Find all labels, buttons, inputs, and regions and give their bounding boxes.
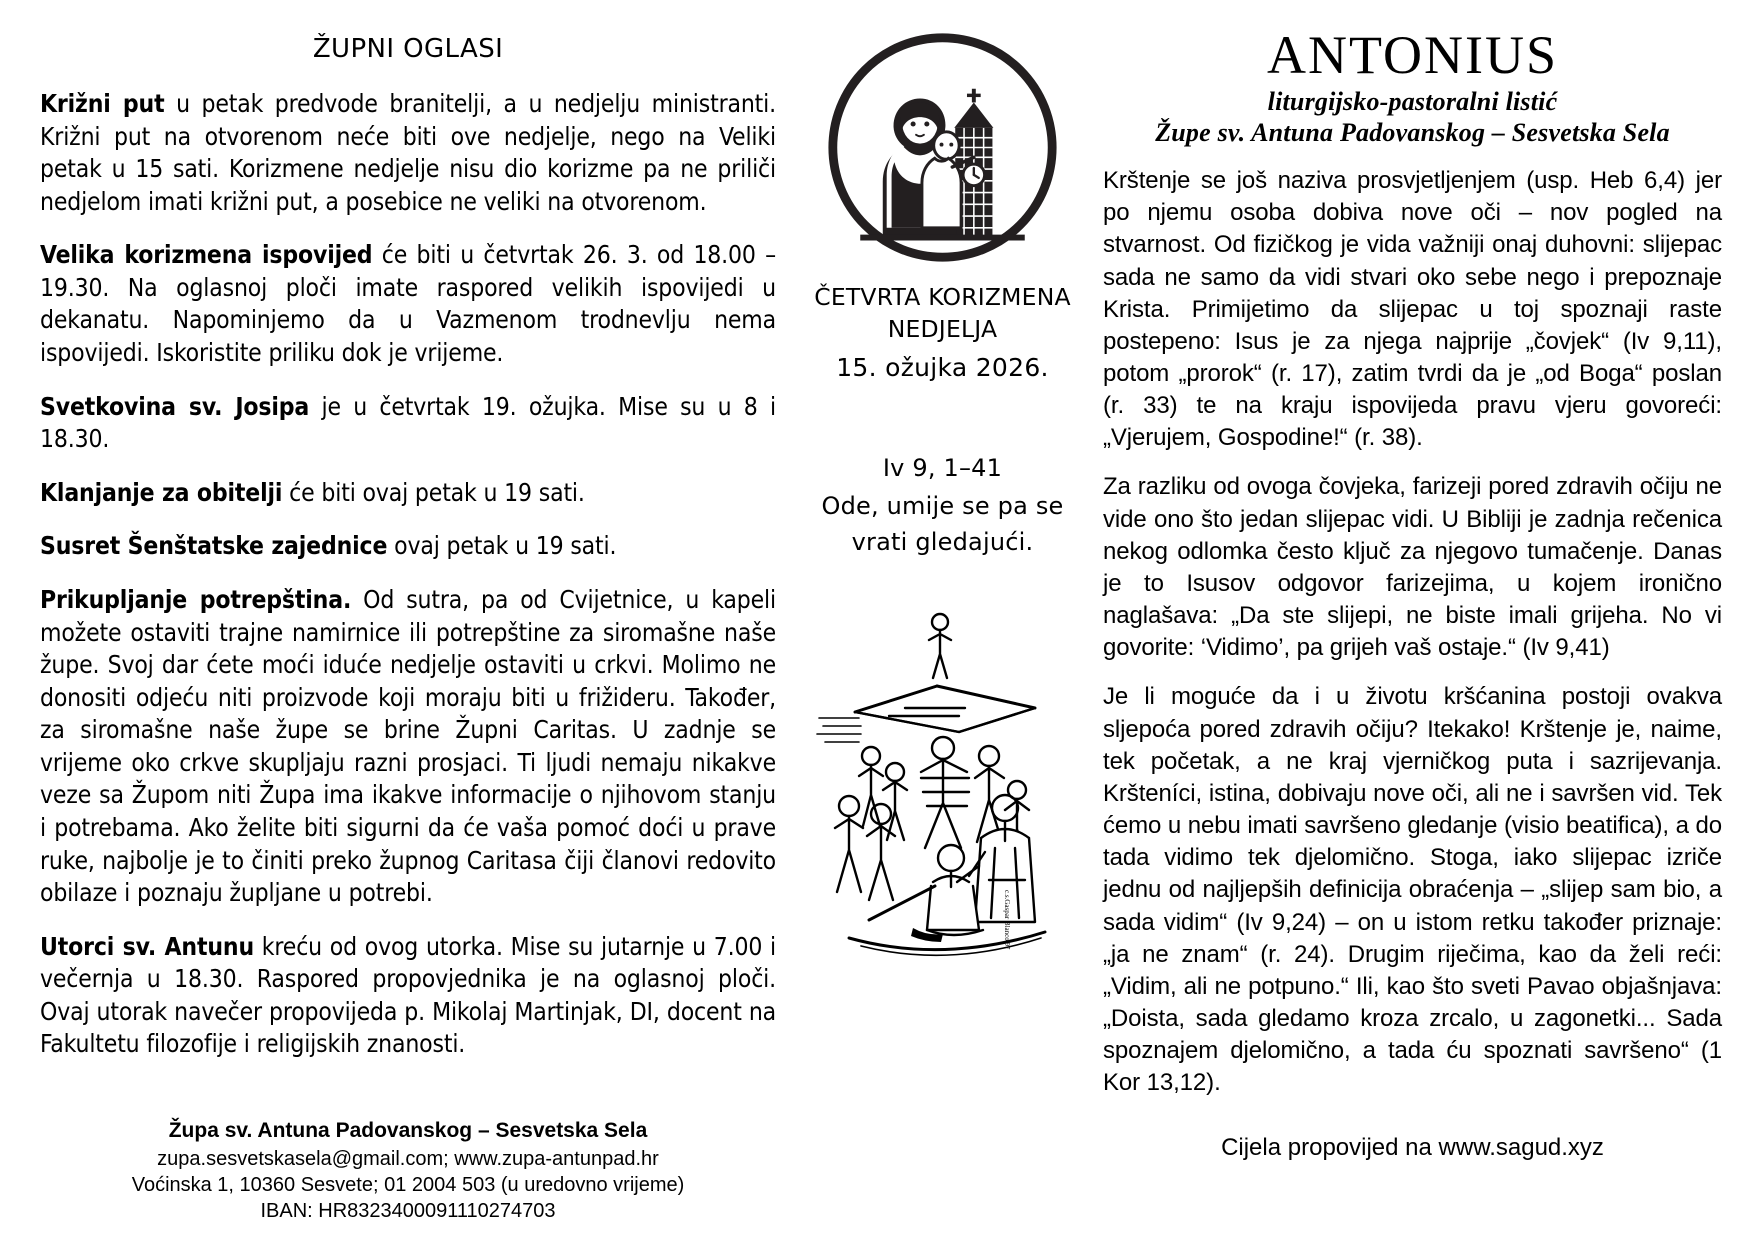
center-column <box>800 0 1085 1240</box>
homily-column <box>1085 0 1754 1240</box>
announcement-lead: Križni put <box>40 89 165 118</box>
announcements-column <box>0 0 800 1240</box>
announcement-lead: Svetkovina sv. Josipa <box>40 391 310 421</box>
masthead <box>1103 25 1722 148</box>
masthead-title: ANTONIUS <box>1266 25 1558 85</box>
announcement-body: će biti ovaj petak u 19 sati. <box>282 477 585 507</box>
reading-reference-block <box>821 450 1063 560</box>
bulletin-date: 15. ožujka 2026. <box>836 352 1049 382</box>
st-anthony-emblem <box>825 30 1060 265</box>
announcement-item <box>40 239 776 369</box>
announcement-item <box>40 477 776 510</box>
homily-paragraph: Za razliku od ovoga čovjeka, farizeji pored zdravih očiju ne vide ono što jedan slijepac vidi. U Bibliji je zadnja rečenica nekog odlomka često ključ za njegovo tumačenje. Danas je to Isusov odgovor farizejima, u kojem ironično naglašava: „Da ste slijepi, ne biste imali grijeha. No vi govorite: ‘Vidimo’, pa grijeh vaš ostaje.“ (Iv 9,41) <box>1103 473 1722 662</box>
announcement-body: je u četvrtak 19. ožujka. Mise su u 8 i 18.30. <box>40 391 776 454</box>
sunday-line-1: ČETVRTA KORIZMENA <box>814 283 1071 311</box>
parish-address: Voćinska 1, 10360 Sesvete; 01 2004 503 (u uredovno vrijeme) <box>131 1174 685 1196</box>
parish-name: Župa sv. Antuna Padovanskog – Sesvetska Sela <box>168 1118 648 1142</box>
announcement-lead: Klanjanje za obitelji <box>40 477 283 507</box>
parish-footer <box>40 1117 776 1240</box>
announcement-item <box>40 88 776 218</box>
announcements-title: ŽUPNI OGLASI <box>312 34 504 64</box>
announcement-lead: Susret Šenštatske zajednice <box>40 531 388 561</box>
announcement-body: Od sutra, pa od Cvijetnice, u kapeli možete ostaviti trajne namirnice ili potrepštine za siromašne naše župe. Svoj dar ćete moći iduće nedjelje ostaviti u crkvi. Molimo ne donositi odjeću niti proizvode koji moraju biti u frižideru. Također, za siromašne naše župe se brine Župni Caritas. U zadnje se vrijeme oko crkve skupljaju razni prosjaci. Ti ljudi nemaju nikakve veze sa Župom niti Župa ima ikakve informacije o njihovom stanju i potrebama. Ako želite biti sigurni da će vaša pomoć doći u prave ruke, najbolje je to činiti preko župnog Caritasa čiji članovi redovito obilaze i poznaju župljane u potrebi. <box>40 584 776 908</box>
announcement-body: ovaj petak u 19 sati. <box>387 531 617 561</box>
parish-iban: IBAN: HR8323400091110274703 <box>260 1200 556 1222</box>
announcement-body: će biti u četvrtak 26. 3. od 18.00 – 19.30. Na oglasnoj ploči imate raspored velikih ispovijedi u dekanatu. Napominjemo da u Vazmenom trodnevlju nema ispovijedi. Iskoristite priliku dok je vrijeme. <box>40 240 777 368</box>
announcement-lead: Velika korizmena ispovijed <box>40 240 373 270</box>
illustration-signature: c.s.Gaspar Blanco 97 <box>1002 889 1011 950</box>
announcement-body: u petak predvode branitelji, a u nedjelju ministranti. Križni put na otvorenom neće biti ove nedjelje, nego na Veliki petak u 15 sati. Korizmene nedjelje nisu dio korizme pa ne priliči nedjelom imati križni put, a posebice ne veliki na otvorenom. <box>40 89 776 216</box>
announcement-body: kreću od ovog utorka. Mise su jutarnje u 7.00 i večernja u 18.30. Raspored propovjednika je na oglasnoj ploči. Ovaj utorak navečer propovijeda p. Mikolaj Martinjak, DI, docent na Fakultetu filozofije i religijskih znanosti. <box>40 931 776 1059</box>
homily-paragraph: Krštenje se još naziva prosvjetljenjem (usp. Heb 6,4) jer po njemu osoba dobiva nove oči – nov pogled na stvarnost. Od fizičkog je vida važniji onaj duhovni: slijepac sada ne samo da vidi stvari oko sebe nego i prepoznaje Krista. Primijetimo da slijepac u toj spoznaji raste postepeno: Isus je za njega najprije „čovjek“ (Iv 9,11), potom „prorok“ (r. 17), zatim tvrdi da je „od Boga“ poslan (r. 33) te na kraju ispovijeda pravu vjeru govoreći: „Vjerujem, Gospodine!“ (r. 38). <box>1103 167 1722 452</box>
homily-footer-link[interactable]: Cijela propovijed na www.sagud.xyz <box>1221 1134 1604 1161</box>
announcement-item <box>40 530 776 563</box>
masthead-subtitle-1: liturgijsko-pastoralni listić <box>1267 87 1558 117</box>
parish-contact[interactable]: zupa.sesvetskasela@gmail.com; www.zupa-antunpad.hr <box>157 1148 659 1170</box>
announcement-item <box>40 391 776 456</box>
sunday-heading <box>814 281 1071 346</box>
announcement-lead: Prikupljanje potrepština. <box>40 584 352 614</box>
masthead-subtitle-2: Župe sv. Antuna Padovanskog – Sesvetska Sela <box>1155 118 1670 148</box>
reading-reference: Iv 9, 1–41 <box>882 453 1003 482</box>
announcement-item <box>40 584 776 910</box>
announcement-lead: Utorci sv. Antunu <box>40 931 254 961</box>
announcement-item <box>40 931 776 1061</box>
healing-of-the-blind-man-illustration <box>809 590 1077 960</box>
homily-paragraph: Je li moguće da i u životu kršćanina postoji ovakva sljepoća pored zdravih očiju? Itekako! Krštenje je, naime, tek početak, a ne kraj vjerničkog puta i sazrijevanja. Kršteníci, istina, dobivaju nove oči, ali ne i savršen vid. Tek ćemo u nebu imati savršeno gledanje (visio beatifica), a do tada vidimo tek djelomično. Stoga, iako slijepac izriče jednu od najljepših definicija obraćenja – „slijep sam bio, a sada vidim“ (Iv 9,24) – on u istom retku također priznaje: „ja ne znam“ (r. 24). Drugim riječima, kao da želi reći: „Vidim, ali ne potpuno.“ Ili, kao što sveti Pavao objašnjava: „Doista, sada gledamo kroza zrcalo, u zagonetki... Sada spoznajem djelomično, a tada ću spoznati savršeno“ (1 Kor 13,12). <box>1103 683 1722 1097</box>
reading-quote-line-2: vrati gledajući. <box>851 527 1034 556</box>
sunday-line-2: NEDJELJA <box>887 315 998 344</box>
reading-quote-line-1: Ode, umije se pa se <box>821 491 1064 520</box>
